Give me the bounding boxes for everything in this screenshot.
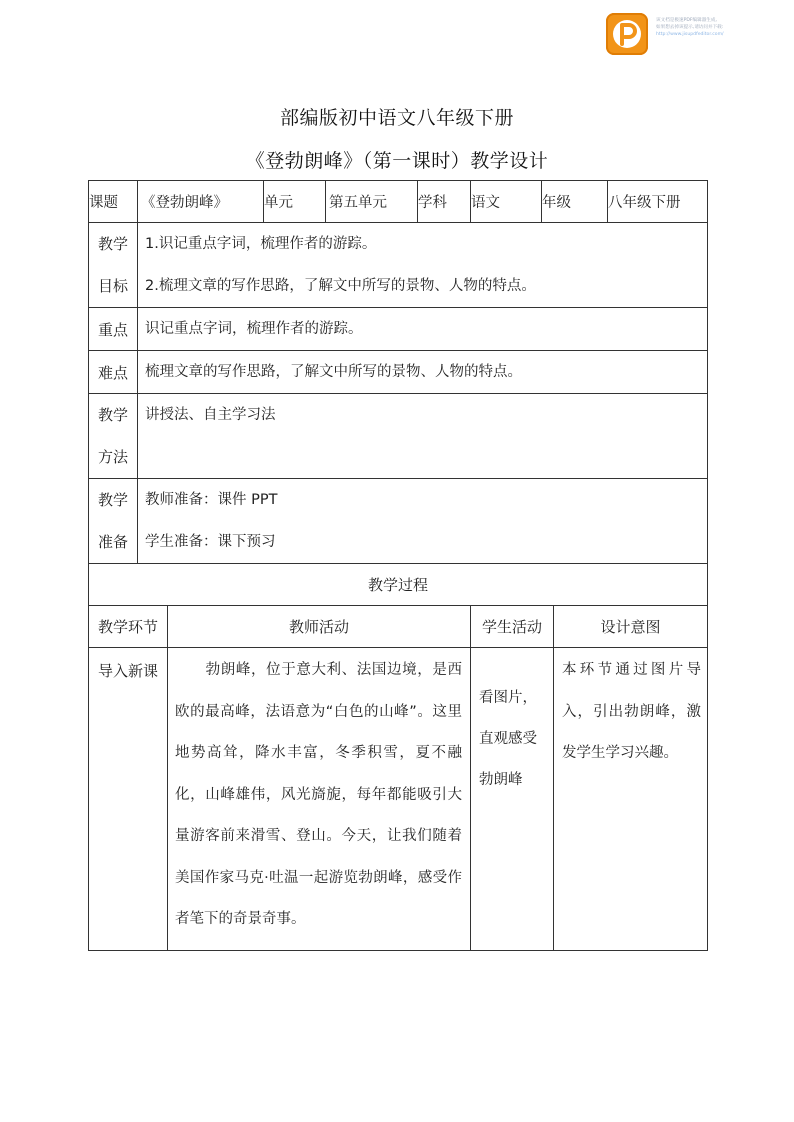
goals-row [89, 223, 708, 308]
col-teacher: 教师活动 [168, 606, 471, 648]
process-row [89, 648, 708, 951]
grade-value: 八年级下册 [608, 181, 708, 223]
goal-item: 2.梳理文章的写作思路，了解文中所写的景物、人物的特点。 [145, 278, 536, 294]
stage-cell: 导入新课 [89, 648, 168, 951]
prep-label [89, 479, 138, 564]
key-point-row [89, 308, 708, 351]
method-row [89, 394, 708, 479]
topic-label: 课题 [89, 181, 138, 223]
watermark [606, 13, 782, 59]
method-label [89, 394, 138, 479]
watermark-line: 该文档是极速PDF编辑器生成, [656, 18, 717, 23]
teacher-activity-text: 勃朗峰，位于意大利、法国边境，是西欧的最高峰，法语意为“白色的山峰”。这里地势高耸，降水丰富，冬季积雪，夏不融化，山峰雄伟，风光旖旎，每年都能吸引大量游客前来滑雪、登山。今天，让我们随着美国作家马克·吐温一起游览勃朗峰，感受作者笔下的奇景奇事。 [175, 662, 462, 927]
goals-label [89, 223, 138, 308]
method-label-a: 教学 [97, 406, 128, 424]
lesson-plan-table [88, 180, 708, 951]
unit-value: 第五单元 [326, 181, 418, 223]
goals-content [138, 223, 708, 308]
p-logo-icon [606, 13, 648, 55]
doc-title-line1: 部编版初中语文八年级下册 [279, 107, 514, 129]
key-point-label: 重点 [89, 308, 138, 351]
unit-label: 单元 [264, 181, 326, 223]
goals-label-b: 目标 [97, 277, 128, 295]
process-title-row [89, 564, 708, 606]
topic-value: 《登勃朗峰》 [138, 181, 264, 223]
difficulty-label: 难点 [89, 351, 138, 394]
teacher-activity [168, 648, 471, 951]
prep-teacher: 教师准备：课件 PPT [145, 492, 278, 508]
student-activity: 看图片，直观感受勃朗峰 [471, 648, 554, 951]
difficulty-text: 梳理文章的写作思路，了解文中所写的景物、人物的特点。 [138, 351, 708, 394]
prep-label-b: 准备 [97, 533, 128, 551]
col-student: 学生活动 [471, 606, 554, 648]
col-design: 设计意图 [554, 606, 708, 648]
method-value: 讲授法、自主学习法 [145, 407, 276, 423]
process-title: 教学过程 [89, 564, 708, 606]
watermark-url: http://www.jisupdfeditor.com/ [656, 32, 724, 37]
difficulty-row [89, 351, 708, 394]
key-point-text: 识记重点字词，梳理作者的游踪。 [138, 308, 708, 351]
method-text [138, 394, 708, 479]
watermark-text [656, 17, 786, 38]
col-stage: 教学环节 [89, 606, 168, 648]
watermark-line: 如果想去掉该提示,请访问并下载: [656, 25, 724, 30]
goal-item: 1.识记重点字词，梳理作者的游踪。 [145, 236, 377, 252]
design-intent: 本环节通过图片导入，引出勃朗峰，激发学生学习兴趣。 [554, 648, 708, 951]
grade-label: 年级 [542, 181, 608, 223]
process-header-row [89, 606, 708, 648]
subject-label: 学科 [418, 181, 471, 223]
goals-label-a: 教学 [97, 235, 128, 253]
method-label-b: 方法 [97, 448, 128, 466]
prep-content [138, 479, 708, 564]
prep-row [89, 479, 708, 564]
header-row [89, 181, 708, 223]
prep-student: 学生准备：课下预习 [145, 534, 276, 550]
doc-title-line2: 《登勃朗峰》（第一课时）教学设计 [245, 150, 549, 172]
prep-label-a: 教学 [97, 491, 128, 509]
subject-value: 语文 [471, 181, 542, 223]
